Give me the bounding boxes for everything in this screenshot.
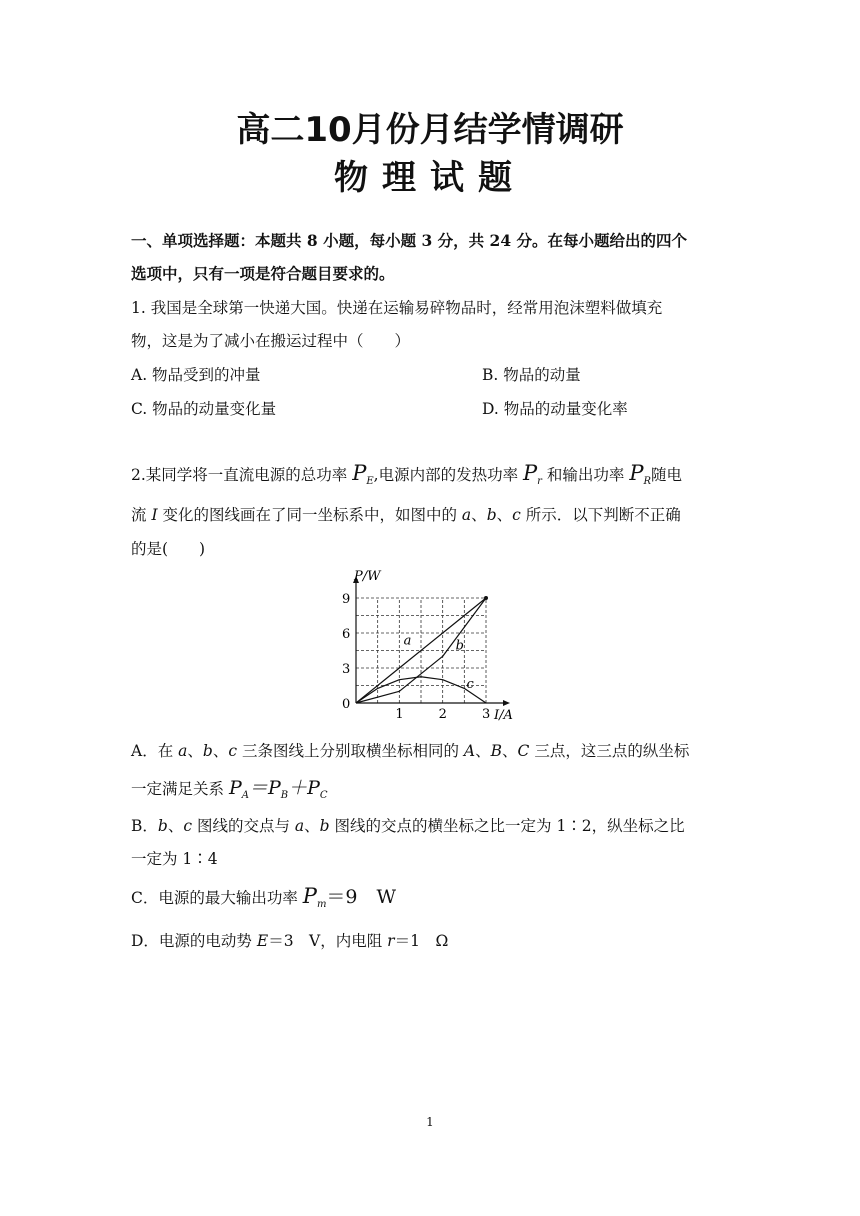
- q2-text: 变化的图线画在了同一坐标系中，如图中的: [157, 506, 462, 524]
- opt-text: 、: [167, 817, 184, 835]
- series-label-b: b: [455, 638, 464, 654]
- question-1-option-c: C. 物品的动量变化量: [131, 400, 277, 418]
- sub-b: B: [280, 790, 289, 802]
- var-b: b: [319, 817, 330, 835]
- series-labels: [404, 634, 475, 692]
- question-2-line3: 的是( ): [131, 540, 206, 558]
- var-a: a: [294, 817, 305, 835]
- opt-text: 、: [187, 742, 203, 760]
- var-c: c: [228, 742, 238, 760]
- question-1-option-d: D. 物品的动量变化率: [482, 400, 628, 418]
- opt-text: A．在: [131, 742, 179, 760]
- question-1-line2: 物，这是为了减小在搬运过程中（ ）: [131, 332, 411, 350]
- q2-text: 、: [496, 506, 513, 524]
- sub-m: m: [316, 899, 327, 911]
- opt-text: 一定满足关系: [131, 780, 229, 798]
- opt-text: 、: [475, 742, 491, 760]
- x-tick-label: 3: [482, 707, 491, 722]
- var-r: r: [387, 932, 395, 950]
- var-i: I: [151, 506, 158, 524]
- question-1-option-a: A. 物品受到的冲量: [131, 366, 261, 384]
- var-e: E: [256, 932, 269, 950]
- sub-r: R: [643, 476, 651, 488]
- option-d: [131, 929, 448, 951]
- var-b: b: [157, 817, 168, 835]
- q2-text: 、: [471, 506, 487, 524]
- option-b-line2: 一定为 1∶4: [131, 850, 218, 868]
- sub-c: C: [319, 790, 328, 802]
- section-heading-line2: 选项中，只有一项是符合题目要求的。: [131, 264, 395, 283]
- series-label-a: a: [403, 633, 412, 649]
- opt-text: 、: [304, 817, 320, 835]
- question-1-option-b: B. 物品的动量: [482, 366, 581, 384]
- y-axis-label: P/W: [354, 569, 381, 584]
- var-p: P: [302, 884, 317, 908]
- y-tick-label: 6: [342, 627, 351, 642]
- q2-text: 随电: [650, 466, 682, 484]
- var-B: B: [490, 742, 502, 760]
- opt-text: 三点，这三点的纵坐标: [529, 742, 690, 760]
- question-2-line2: [131, 503, 681, 525]
- sub-a: A: [241, 790, 249, 802]
- opt-text: D．电源的电动势: [131, 932, 257, 950]
- var-p: ＋P: [288, 777, 320, 799]
- q2-text: 流: [131, 506, 152, 524]
- y-tick-label: 3: [342, 662, 351, 677]
- var-p: P: [228, 777, 242, 799]
- x-tick-label: 1: [395, 707, 404, 722]
- question-1-line1: 1. 我国是全球第一快递大国。快递在运输易碎物品时，经常用泡沫塑料做填充: [131, 299, 663, 317]
- option-b-line1: [131, 814, 685, 836]
- option-a-line1: [131, 739, 689, 761]
- var-c: c: [512, 506, 521, 524]
- page-subtitle: 物理试题: [334, 158, 526, 198]
- opt-text: B．: [131, 817, 158, 835]
- opt-text: ＝9 W: [326, 886, 397, 908]
- var-b: b: [486, 506, 497, 524]
- option-a-line2: [131, 773, 328, 801]
- sub-r: r: [537, 476, 542, 488]
- var-C: C: [517, 742, 530, 760]
- origin-label: 0: [342, 697, 351, 712]
- var-A: A: [463, 742, 476, 760]
- q2-text: ,电源内部的发热功率: [373, 466, 524, 484]
- var-p: P: [523, 461, 538, 485]
- power-current-chart: [330, 566, 530, 726]
- opt-text: 三条图线上分别取横坐标相同的: [237, 742, 464, 760]
- var-p: P: [352, 461, 367, 485]
- intersection-point: [484, 596, 488, 600]
- page-title: 高二10月份月结学情调研: [236, 110, 624, 150]
- page-number: 1: [426, 1115, 434, 1129]
- opt-text: 、: [212, 742, 229, 760]
- opt-text: ＝1 Ω: [394, 932, 449, 950]
- x-tick-label: 2: [438, 707, 447, 722]
- opt-text: 、: [502, 742, 518, 760]
- x-axis-arrow: [503, 700, 510, 706]
- var-p: ＝P: [248, 777, 281, 799]
- series-label-c: c: [466, 676, 474, 692]
- option-c: [131, 882, 396, 910]
- sub-e: E: [366, 476, 374, 488]
- q2-text: 所示．以下判断不正确: [520, 506, 681, 524]
- opt-text: C．电源的最大输出功率: [131, 889, 303, 907]
- var-b: b: [202, 742, 213, 760]
- var-p: P: [629, 461, 644, 485]
- question-2-line1: [131, 461, 682, 487]
- var-a: a: [461, 506, 472, 524]
- q2-text: 2.某同学将一直流电源的总功率: [131, 466, 353, 484]
- q2-text: 和输出功率: [541, 466, 630, 484]
- section-heading-line1: 一、单项选择题：本题共 8 小题，每小题 3 分，共 24 分。在每小题给出的四个: [131, 231, 688, 250]
- y-tick-label: 9: [342, 592, 351, 607]
- x-axis-label: I/A: [494, 708, 513, 723]
- opt-text: 图线的交点与: [192, 817, 295, 835]
- var-c: c: [183, 817, 193, 835]
- opt-text: 图线的交点的横坐标之比一定为 1∶2，纵坐标之比: [329, 817, 685, 835]
- opt-text: ＝3 V，内电阻: [268, 932, 388, 950]
- var-a: a: [178, 742, 188, 760]
